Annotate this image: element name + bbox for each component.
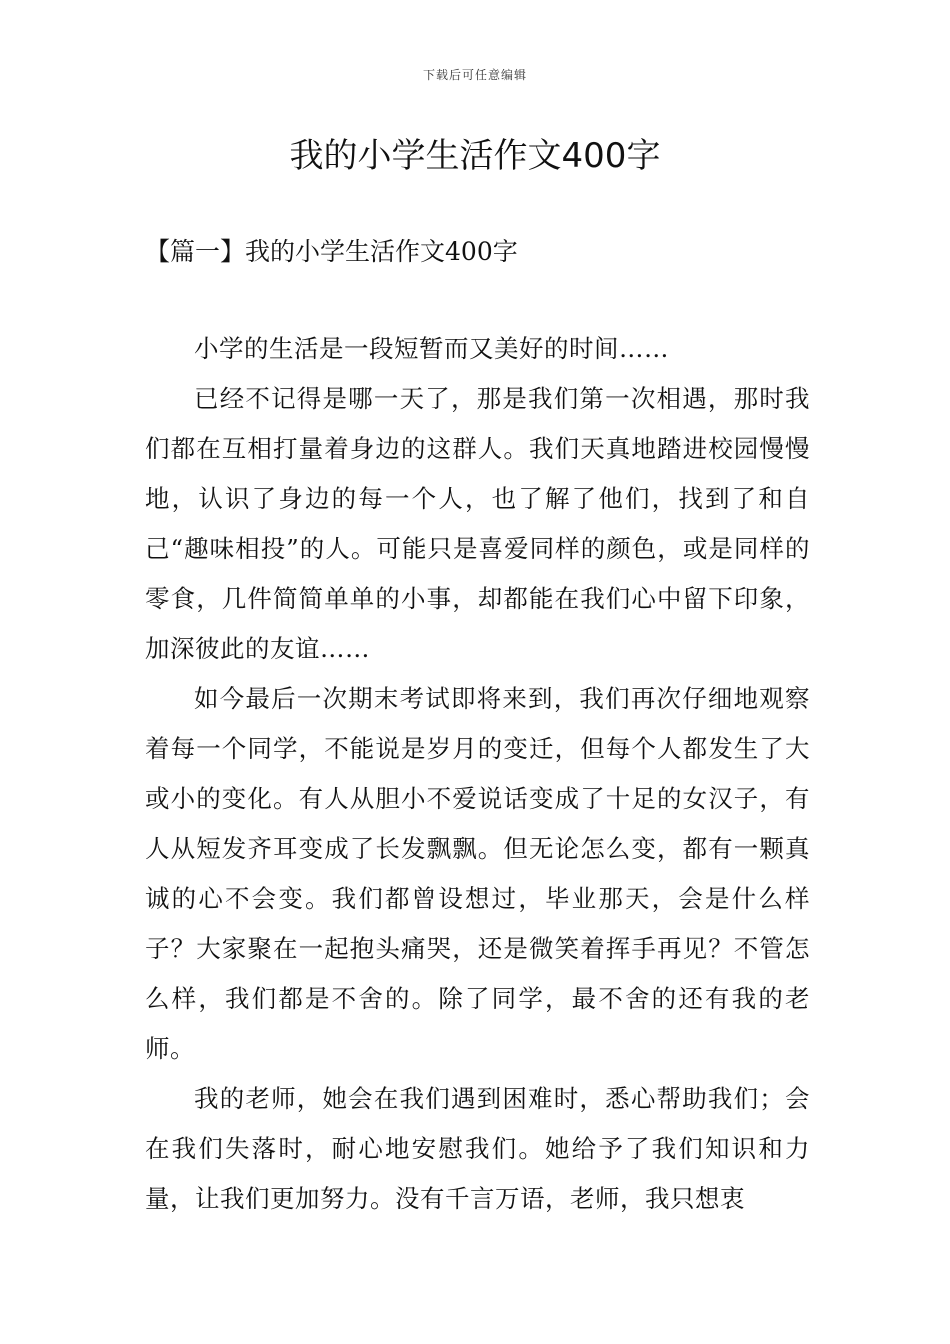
document-body: [145, 324, 810, 1224]
paragraph-4: 我的老师，她会在我们遇到困难时，悉心帮助我们；会在我们失落时，耐心地安慰我们。她给予了我们知识和力量，让我们更加努力。没有千言万语，老师，我只想衷: [145, 1084, 810, 1213]
paragraph-3: 如今最后一次期末考试即将来到，我们再次仔细地观察着每一个同学，不能说是岁月的变迁，但每个人都发生了大或小的变化。有人从胆小不爱说话变成了十足的女汉子，有人从短发齐耳变成了长发飘飘。但无论怎么变，都有一颗真诚的心不会变。我们都曾设想过，毕业那天，会是什么样子？大家聚在一起抱头痛哭，还是微笑着挥手再见？不管怎么样，我们都是不舍的。除了同学，最不舍的还有我的老师。: [145, 684, 810, 1063]
paragraph-2: 已经不记得是哪一天了，那是我们第一次相遇，那时我们都在互相打量着身边的这群人。我们天真地踏进校园慢慢地，认识了身边的每一个人，也了解了他们，找到了和自己“趣味相投”的人。可能只是喜爱同样的颜色，或是同样的零食，几件简简单单的小事，却都能在我们心中留下印象，加深彼此的友谊……: [145, 384, 810, 663]
document-title: 我的小学生活作文400字: [289, 136, 661, 176]
paragraph-1: 小学的生活是一段短暂而又美好的时间……: [194, 334, 669, 363]
header-note: 下载后可任意编辑: [422, 68, 527, 82]
section-heading: 【篇一】我的小学生活作文400字: [145, 237, 518, 266]
